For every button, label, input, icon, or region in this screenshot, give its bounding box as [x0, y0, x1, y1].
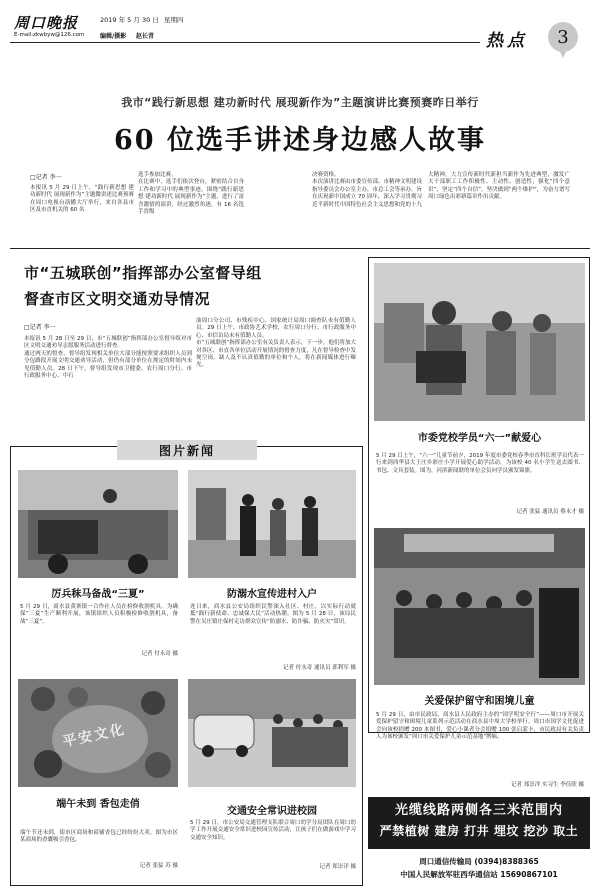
ad-phone-label: 周口通信传输局	[419, 857, 472, 866]
photo-police-visit-illustration	[188, 470, 356, 578]
photo-traffic-campus	[188, 679, 356, 787]
photo-news-item1-credit: 记者 付永奇 摄	[141, 651, 178, 657]
photo-traffic-campus-illustration	[188, 679, 356, 787]
photo-news-item1-title: 厉兵秣马备战“三夏”	[51, 589, 145, 600]
photo-news-item4-credit: 记者 郑崇洋 摄	[319, 864, 356, 870]
photo-classroom-illustration	[374, 528, 585, 685]
photo-news-item4-title: 交通安全常识进校园	[227, 806, 317, 817]
photo-news-item3-title: 端午未到 香包走俏	[56, 799, 140, 810]
photo-harvester-illustration	[18, 470, 178, 578]
photo-news-item2-title: 防溺水宣传进村入户	[227, 589, 317, 600]
ad-contact	[368, 852, 590, 890]
story1-col4: 大精神，大力宣传新时代新担当新作为先进典型，激发广大干部职工工作积极性、主动性、创造性，强化“四个意识”，坚定“四个自信”，坚决做到“两个维护”，为奋力谱写周口绿色出彩新篇章作出贡献。	[428, 172, 570, 201]
right-story1-text: 5 月 29 日上午，“六一”儿童节前夕，2019 年度市委党校春季市直科长班学员代表一行来到西华县大王庄乡彩庄小学开展爱心助学活动，为该校 40 名小学生送去图书、书包、文具套装。图为，河滨新闻联的单位会员向学员颁发锦旗。	[376, 453, 584, 474]
editor-name: 赵长青	[136, 33, 155, 40]
page-badge-tip	[558, 48, 568, 58]
ad-line1: 光缆线路两侧各三米范围内	[394, 803, 563, 818]
photo-sachets	[18, 679, 178, 787]
ad-phone2: 15690867101	[500, 870, 558, 879]
page-number: 3	[557, 26, 569, 48]
photo-news-item3-credit: 记者 张猛 苏 摄	[139, 863, 178, 869]
right-story1-title: 市委党校学员“六一”献爱心	[417, 433, 542, 444]
issue-weekday: 星期四	[164, 16, 184, 24]
photo-news-item2-credit: 记者 付永奇 通讯员 郭利军 摄	[283, 665, 356, 671]
photo-harvester	[18, 470, 178, 578]
photo-classroom	[374, 528, 585, 685]
photo-news-banner	[117, 440, 257, 460]
cable-warning-ad	[368, 797, 590, 849]
story2-headline-line2: 督查市区文明交通劝导情况	[24, 290, 211, 308]
story1-col1: 本报讯 5 月 29 日上午，“践行新思想 建功新时代 展现新作为”主题微讲述比赛预赛在周口电视台演播大厅举行，来自各县市区及市直机关的 60 名	[30, 185, 134, 214]
photo-child-gift	[374, 263, 585, 421]
story2-byline: □记者 李一	[24, 324, 56, 331]
issue-date: 2019 年 5 月 30 日	[100, 16, 159, 24]
right-story1-credit: 记者 张猛 通讯员 蔡永才 摄	[516, 509, 584, 515]
story1-kicker: 我市“践行新思想 建功新时代 展现新作为”主题演讲比赛预赛昨日举行	[121, 96, 479, 109]
story1-col3: 决赛资格。 本次演讲比赛由市委宣传部、市精神文明建设指导委员会办公室主办，市总工会等承办，旨在庆祝新中国成立 70 周年，深入学习贯彻习近平新时代中国特色社会主义思想和党的十九	[312, 172, 423, 208]
masthead	[0, 0, 600, 80]
right-story2-text: 5 月 29 日，由市民政局、商水县人民政府主办的“国学明安全行”——周口市开展关爱保护留守和困境儿童系列示范活动在商水县中周大学校举行。周口市国学文化促进会向该校捐赠 200 本图书，爱心小课者分会捐赠 100 张启蒙卡，市民政局有关负责人为该校颁发“周口市关爱保护儿童示范基地”牌匾。	[376, 712, 584, 741]
story2-col1: 本报讯 5 月 28 日至 29 日，市“五城联创”指挥部办公室督导组对市区文明交通劝导志愿服务活动进行督查。 通过两天的督查，督导组发现相关单位大部分能按照要求组织人员到分包路段开展文明交通劝导活动，但仍有部分单位在规定的时间内未见值勤人员。28 日下午，督导组发现市卫健委、农行周口分行、市行政服务中心、中石	[24, 336, 192, 380]
story2-col2: 油周口分公司、市残疾中心、国家统计局周口调查队未有值勤人员。29 日上午，市政协艺术学校、农行周口分行、市行政服务中心、市信访局未有值勤人员。 市“五城联创”指挥部办公室有关负责人表示，下一步，他们将加大对各区、市直各单位活动开展情况的督查力度，凡在督导检查中发现空岗、缺人及不认真值勤的单位和个人，将在新闻媒体进行曝光。	[196, 318, 356, 369]
sachet-sign-text: 平安文化	[61, 721, 128, 751]
right-story2-credit: 记者 郑崇洋 实习生 李佳欣 摄	[511, 782, 584, 788]
email-address: E-mail:zkwbyw@126.com	[14, 32, 85, 38]
photo-news-item2-text: 连日来，商水县公安局组织民警深入社区、村庄，以实际行动就抵“践行新使命、忠诚保大民”活动热潮。图为 5 月 28 日，该局民警在吴庄镇庄保村走访群众宣传“防溺水、防诈骗、防火灾”常识。	[190, 604, 356, 625]
story1-headline: 60 位选手讲述身边感人故事	[114, 125, 486, 156]
story2-headline-line1: 市“五城联创”指挥部办公室督导组	[24, 264, 262, 282]
photo-news-banner-text: 图片新闻	[158, 443, 215, 458]
ad-line2: 严禁植树 建房 打井 埋坟 挖沙 取土	[379, 824, 579, 838]
story1-rule	[10, 248, 590, 249]
photo-news-item3-text: 端午节还未到，街市区商场和商铺香包已经纷纷大卖。图为市区某商场的香囊吸引香包。	[20, 830, 178, 844]
photo-news-item4-text: 5 月 29 日，市公安局交通管理支队联合周口幼学分局团队在周口幼学工作开展交通安全常识进校园宣传活动，让孩子们在做游戏中学习交通安全知识。	[190, 820, 356, 841]
editor-label: 编辑/摄影	[100, 33, 127, 40]
section-title: 热点	[486, 31, 528, 51]
masthead-rule	[10, 42, 480, 43]
photo-child-gift-illustration	[374, 263, 585, 421]
photo-news-item1-text: 5 月 29 日，商水县黄寨镇一合作社人员在检修收割机具。为确保“三夏”生产顺利开展，该镇组织人员积极检修收割机具，备战“三夏”。	[20, 604, 178, 625]
story1-byline: □记者 李一	[30, 174, 62, 181]
story1-col2: 选手参加比赛。 在比赛中，选手们依次登台，紧密结合自身工作和学习中的典型事迹，围绕“践行新思想 建功新时代 展现新作为”主题，进行了富含激情的演讲，经过激烈角逐，有 16 名选手晋级	[138, 172, 244, 216]
ad-phone1: (0394)8388365	[474, 857, 539, 866]
photo-police-visit	[188, 470, 356, 578]
ad-org: 中国人民解放军驻西华通信站	[400, 870, 498, 879]
right-story2-title: 关爱保护留守和困境儿童	[424, 696, 535, 707]
newspaper-logo: 周口晚报	[14, 14, 79, 32]
